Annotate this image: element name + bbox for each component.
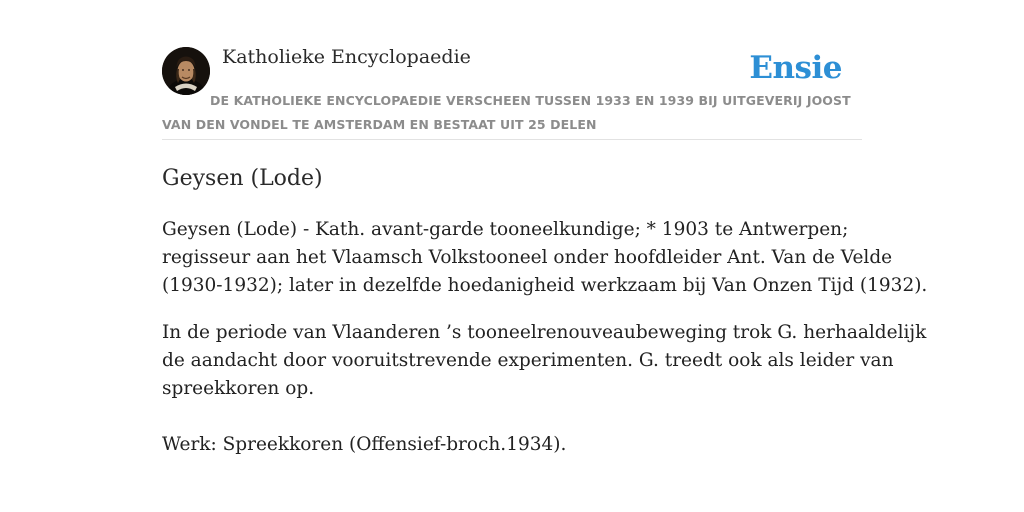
site-title-link[interactable]: Katholieke Encyclopaedie xyxy=(222,46,471,68)
paragraph-line: regisseur aan het Vlaamsch Volkstooneel onder hoofdleider Ant. Van de Velde xyxy=(162,247,893,268)
ensie-logo-link[interactable]: Ensie xyxy=(749,50,842,86)
paragraph-line: In de periode van Vlaanderen ’s tooneelrenouveaubeweging trok G. herhaaldelijk xyxy=(162,322,927,343)
paragraph-line: (1930-1932); later in dezelfde hoedanigheid werkzaam bij Van Onzen Tijd (1932). xyxy=(162,275,928,296)
header xyxy=(162,44,862,140)
article-paragraph-2 xyxy=(162,319,927,403)
article xyxy=(162,160,928,459)
paragraph-line: Geysen (Lode) - Kath. avant-garde tooneelkundige; * 1903 te Antwerpen; xyxy=(162,219,849,240)
portrait-icon xyxy=(162,47,210,95)
article-paragraph-works: Werk: Spreekkoren (Offensief-broch.1934). xyxy=(162,434,567,455)
article-title: Geysen (Lode) xyxy=(162,166,323,191)
paragraph-line: spreekkoren op. xyxy=(162,378,315,399)
portrait-avatar[interactable] xyxy=(162,47,210,95)
paragraph-line: de aandacht door vooruitstrevende experimenten. G. treedt ook als leider van xyxy=(162,350,894,371)
article-paragraph-1 xyxy=(162,216,928,300)
site-description: DE KATHOLIEKE ENCYCLOPAEDIE VERSCHEEN TUSSEN 1933 EN 1939 BIJ UITGEVERIJ JOOST VAN DEN VONDEL TE AMSTERDAM EN BESTAAT UIT 25 DELEN xyxy=(162,93,851,132)
